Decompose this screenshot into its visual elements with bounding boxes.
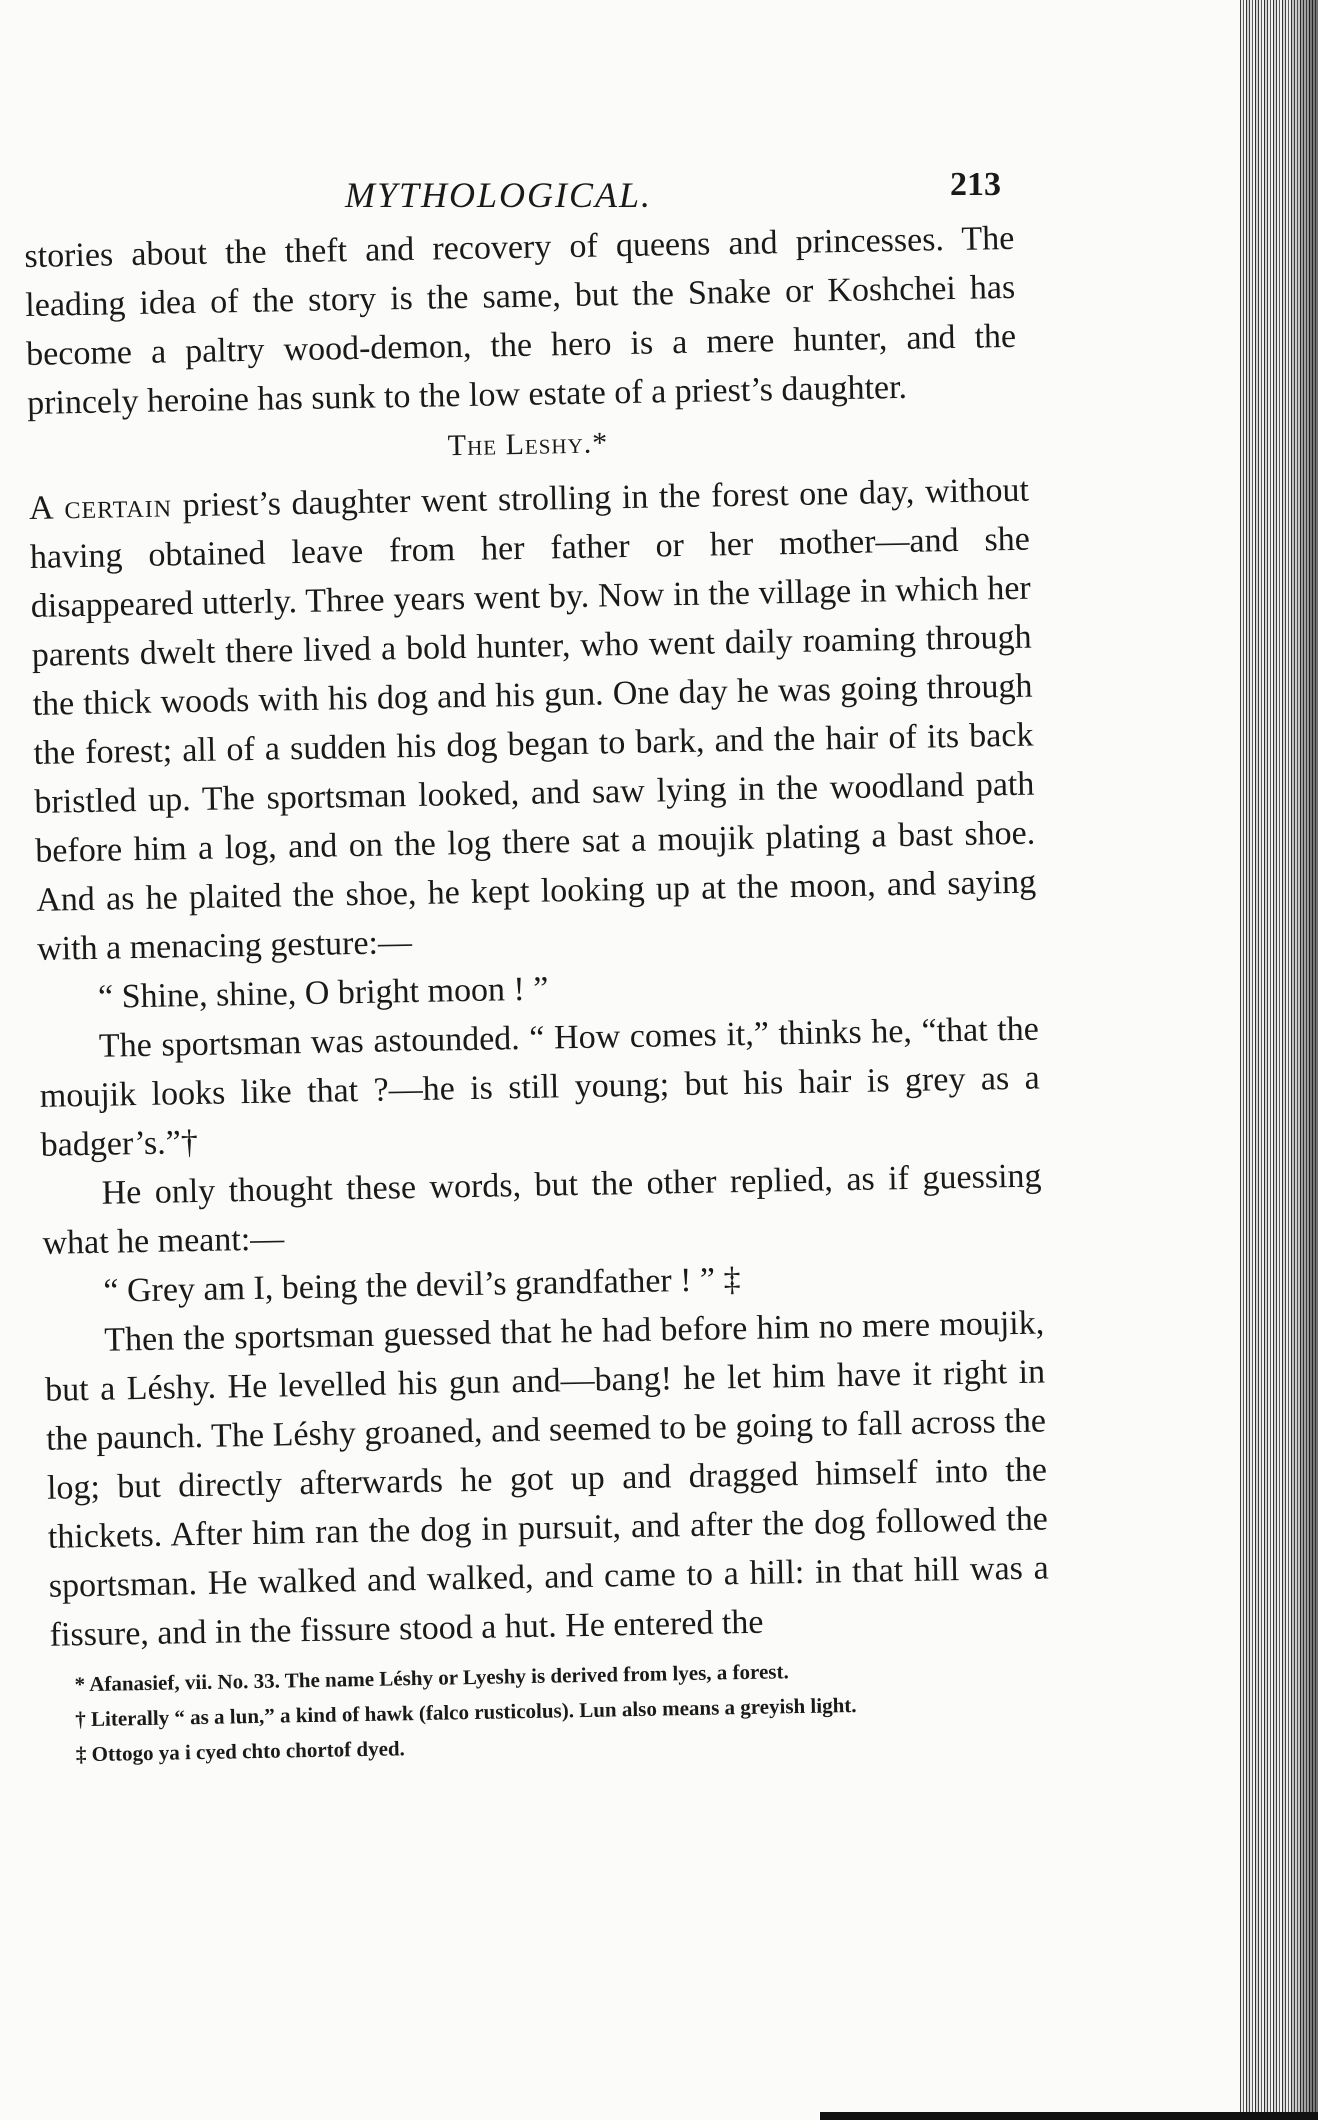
intro-paragraph: stories about the theft and recovery of queens and princesses. The leading idea of the story is the same, but the Snake or Koshchei has become a paltry wood-demon, the hero is a mere hunter, and the princely heroine has sunk to the low estate of a priest’s daughter. bbox=[24, 219, 1017, 422]
text-block bbox=[24, 214, 1052, 1773]
footnote: ‡ Ottogo ya i cyed chto chortof dyed. bbox=[75, 1736, 406, 1767]
story-title: The Leshy.* bbox=[447, 426, 609, 463]
story-paragraph: “ Grey am I, being the devil’s grandfather ! ” ‡ bbox=[103, 1261, 741, 1310]
scan-bottom-edge bbox=[820, 2112, 1318, 2120]
story-paragraph: “ Shine, shine, O bright moon ! ” bbox=[97, 970, 549, 1016]
story-paragraph: He only thought these words, but the other replied, as if guessing what he meant:— bbox=[42, 1157, 1042, 1262]
story-paragraph: The sportsman was astounded. “ How comes it,” thinks he, “that the moujik looks like that ?—he is still young; but his hair is grey as a badger’s.”† bbox=[39, 1010, 1041, 1164]
binding-shadow bbox=[1288, 0, 1318, 2120]
footnote: † Literally “ as a lun,” a kind of hawk (falco rusticolus). Lun also means a greyish light. bbox=[75, 1692, 857, 1732]
running-head: MYTHOLOGICAL. bbox=[345, 175, 653, 215]
footnotes bbox=[50, 1649, 1052, 1772]
footnote: * Afanasief, vii. No. 33. The name Léshy or Lyeshy is derived from lyes, a forest. bbox=[74, 1659, 789, 1697]
story-paragraph bbox=[29, 466, 1038, 974]
page-number: 213 bbox=[950, 166, 1001, 203]
opening-smallcaps: A certain bbox=[28, 487, 173, 527]
paragraph-text: priest’s daughter went strolling in the forest one day, without having obtained leave from her father or her mother—and she disappeared utterly. Three years went by. Now in the village in which her parents dwelt there lived a bold hunter, who went daily roaming through the thick woods with his dog and his gun. One day he was going through the forest; all of a sudden his dog began to bark, and the hair of its back bristled up. The sportsman looked, and saw lying in the woodland path before him a log, and on the log there sat a moujik plating a bast shoe. And as he plaited the shoe, he kept looking up at the moon, and saying with a menacing gesture:— bbox=[29, 471, 1037, 968]
story-body bbox=[29, 466, 1050, 1660]
story-paragraph: Then the sportsman guessed that he had before him no mere moujik, but a Léshy. He levelled his gun and—bang! he let him have it right in the paunch. The Léshy groaned, and seemed to be going to fall across the log; but directly afterwards he got up and dragged himself into the thickets. After him ran the dog in pursuit, and after the dog followed the sportsman. He walked and walked, and came to a hill: in that hill was a fissure, and in the fissure stood a hut. He entered the bbox=[44, 1304, 1049, 1654]
